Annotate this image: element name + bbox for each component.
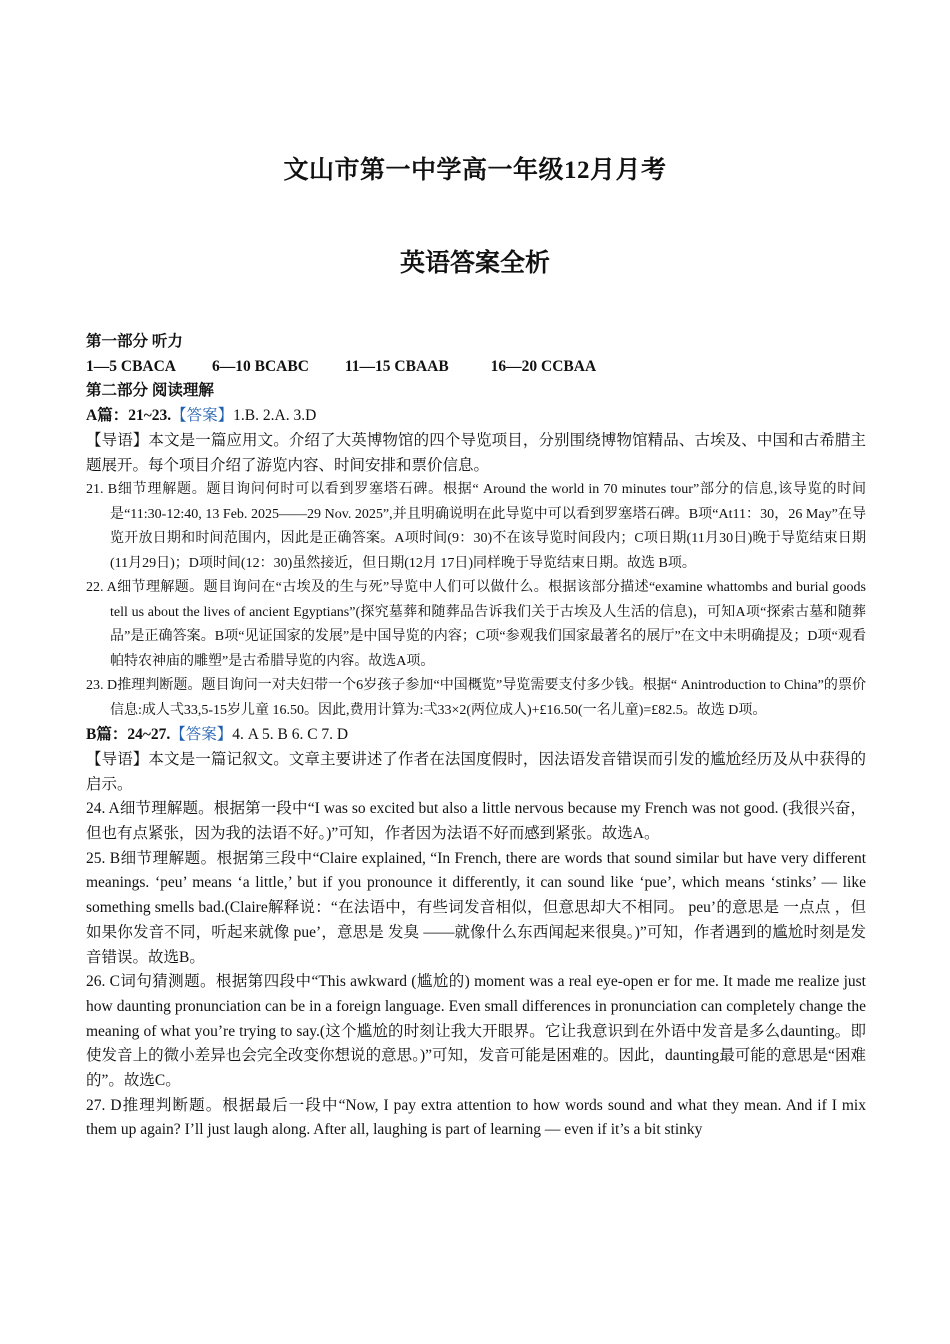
answer-tag: 【答案】 <box>171 407 234 425</box>
section-a-intro: 【导语】本文是一篇应用文。介绍了大英博物馆的四个导览项目，分别围绕博物馆精品、古埃及、中国和古希腊主题展开。每个项目介绍了游览内容、时间安排和票价信息。 <box>86 431 866 474</box>
listening-answer-group: 6—10 BCABC <box>212 357 309 375</box>
section-a-answers: 1.B. 2.A. 3.D <box>233 407 317 425</box>
listening-answers <box>86 355 866 380</box>
explanation-item-21: 21. B细节理解题。题目询问何时可以看到罗塞塔石碑。根据“ Around the world in 70 minutes tour”部分的信息,该导览的时间是“11:30-12:40, 13 Feb. 2025——29 Nov. 2025”,并且明确说明在此导览中可以看到罗塞塔石碑。B项“At11：30，26 May”在导览开放日期和时间范围内，因此是正确答案。A项时间(9：30)不在该导览时间段内；C项日期(11月30日)晚于导览结束日期(11月29日)；D项时间(12：30)虽然接近，但日期(12月 17日)同样晚于导览结束日期。故选 B项。 <box>86 482 866 571</box>
explanation-item-23: 23. D推理判断题。题目询问一对夫妇带一个6岁孩子参加“中国概览”导览需要支付多少钱。根据“ Anintroduction to China”的票价信息:成人弌33,5-15岁儿童 16.50。因此,费用计算为:弌33×2(两位成人)+£16.50(一名儿童)=£82.5。故选 D项。 <box>86 678 866 718</box>
document-title: 文山市第一中学高一年级12月月考 <box>283 157 667 184</box>
section-b-intro: 【导语】本文是一篇记叙文。文章主要讲述了作者在法国度假时，因法语发音错误而引发的尴尬经历及从中获得的启示。 <box>86 750 866 793</box>
section-a-answer-line <box>86 404 866 429</box>
section-b-answer-line <box>86 723 866 748</box>
explanation-item-27: 27. D推理判断题。根据最后一段中“Now, I pay extra attention to how words sound and what they mean. And if I mix them up again? I’ll just laugh along. After all, laughing is part of learning — even if it’s a bit stinky <box>86 1096 866 1139</box>
explanation-item-25: 25. B细节理解题。根据第三段中“Claire explained, “In French, there are words that sound similar but have very different meanings. ‘peu’ means ‘a little,’ but if you pronounce it differently, it can sound like ‘pue’, which means ‘stinks’ — like something smells bad.(Claire解释说：“在法语中，有些词发音相似，但意思却大不相同。 peu’的意思是 一点点 ，但如果你发音不同，听起来就像 pue’，意思是 发臭 ——就像什么东西闻起来很臭。)”可知，作者遇到的尴尬时刻是发音错误。故选B。 <box>86 849 866 966</box>
listening-answer-group: 11—15 CBAAB <box>344 357 449 375</box>
explanation-item-24: 24. A细节理解题。根据第一段中“I was so excited but also a little nervous because my French was not good. (我很兴奋，但也有点紧张，因为我的法语不好。)”可知，作者因为法语不好而感到紧张。故选A。 <box>86 800 866 843</box>
document-subtitle: 英语答案全析 <box>399 250 550 277</box>
answer-tag: 【答案】 <box>170 726 233 744</box>
explanation-item-26: 26. C词句猜测题。根据第四段中“This awkward (尴尬的) moment was a real eye-open er for me. It made me realize just how daunting pronunciation can be in a foreign language. Even small differences in pronunciation can completely change the meaning of what you’re trying to say.(这个尴尬的时刻让我大开眼界。它让我意识到在外语中发音是多么daunting。即使发音上的微小差异也会完全改变你想说的意思。)”可知，发音可能是困难的。因此，daunting最可能的意思是“困难的”。故选C。 <box>86 973 866 1090</box>
part2-heading: 第二部分 阅读理解 <box>86 382 214 400</box>
section-b-answers: 4. A 5. B 6. C 7. D <box>232 726 349 744</box>
section-a-label: A篇：21~23. <box>86 407 172 425</box>
listening-answer-group: 1—5 CBACA <box>86 357 176 375</box>
explanation-item-22: 22. A细节理解题。题目询问在“古埃及的生与死”导览中人们可以做什么。根据该部分描述“examine whattombs and burial goods tell us about the lives of ancient Egyptians”(探究墓葬和随葬品告诉我们关于古埃及人生活的信息)，可知A项“探索古墓和随葬品”是正确答案。B项“见证国家的发展”是中国导览的内容；C项“参观我们国家最著名的展厅”在文中未明确提及；D项“观看帕特农神庙的雕塑”是古希腊导览的内容。故选A项。 <box>86 580 866 669</box>
listening-answer-group: 16—20 CCBAA <box>490 357 597 375</box>
part1-heading: 第一部分 听力 <box>86 333 183 350</box>
document-body <box>86 330 866 1143</box>
section-b-label: B篇：24~27. <box>86 726 171 744</box>
